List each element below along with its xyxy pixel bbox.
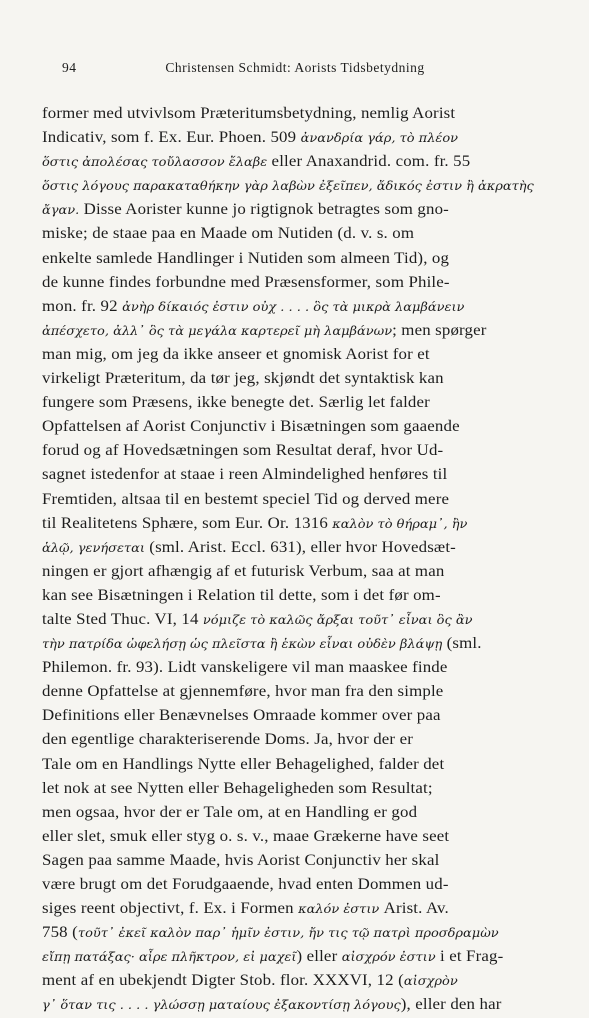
text-line [42,608,548,632]
greek-quotation: αἰσχρὸν [403,974,458,989]
text-line [42,584,548,608]
text-segment: eller slet, smuk eller styg o. s. v., maae Grækerne have seet [42,827,450,845]
text-segment: sagnet istedenfor at staae i reen Almindelighed henføres til [42,466,448,484]
greek-quotation: ἀνανδρία γάρ, τὸ πλέον [300,131,459,146]
text-segment: Arist. Av. [379,900,449,918]
text-segment: denne Opfattelse at gjennemføre, hvor man fra den simple [42,683,444,701]
text-line [42,271,548,295]
text-line [42,945,548,969]
text-line [42,969,548,993]
text-segment: til Realitetens Sphære, som Eur. Or. 1316 [42,514,333,532]
text-line [42,126,548,150]
text-segment: ment af en ubekjendt Digter Stob. flor. XXXVI, 12 ( [42,972,404,990]
page-number: 94 [62,60,77,75]
text-segment: Philemon. fr. 93). Lidt vanskeligere vil man maaskee finde [42,659,448,677]
text-segment: ) eller [296,948,342,966]
body-text [42,102,548,1018]
text-line [42,198,548,222]
text-line [42,247,548,271]
text-segment: Opfattelsen af Aorist Conjunctiv i Bisætningen som gaaende [42,418,460,436]
greek-quotation: εἴπῃ πατάξας· αἶρε πλῆκτρον, εἰ μαχεῖ [42,950,297,965]
greek-quotation: γ᾽ ὅταν τις . . . . γλώσσῃ ματαίους ἐξακοντίσῃ λόγους [42,998,401,1013]
text-line [42,488,548,512]
page-header [42,60,548,80]
text-segment: Definitions eller Benævnelses Omraade kommer over paa [42,707,441,725]
greek-quotation: τοῦτ᾽ ἐκεῖ καλὸν παρ᾽ ἡμῖν ἐστιν, ἤν τις τῷ πατρὶ προσδραμὼν [77,926,499,941]
text-segment: være brugt om det Forudgaaende, hvad enten Dommen ud- [42,876,449,893]
greek-quotation: τὴν πατρίδα ὠφελήσῃ ὡς πλεῖστα ἢ ἑκὼν εἶναι οὐδὲν βλάψῃ [42,637,443,652]
greek-quotation: ἀνὴρ δίκαιός ἐστιν οὐχ . . . . ὃς τὰ μικρὰ λαμβάνειν [122,299,465,314]
text-line [42,319,548,343]
text-line [42,150,548,174]
text-line [42,873,548,897]
greek-quotation: ὅστις ἀπολέσας τοὔλασσον ἔλαβε [42,155,268,170]
text-line [42,993,548,1017]
text-segment: Sagen paa samme Maade, hvis Aorist Conjunctiv her skal [42,851,440,869]
text-segment: ; men spørger [392,321,487,339]
text-segment: (sml. Arist. Eccl. 631), eller hvor Hovedsæt- [144,538,456,556]
greek-quotation: ἁλῷ, γενήσεται [42,540,145,555]
text-segment: man mig, om jeg da ikke anseer et gnomisk Aorist for et [42,345,430,363]
text-segment: Fremtiden, altsaa til en bestemt speciel Tid og derved mere [42,490,450,508]
text-segment: talte Sted Thuc. VI, 14 [42,610,203,628]
text-segment: den egentlige charakteriserende Doms. Ja, hvor der er [42,731,413,749]
text-segment: eller Anaxandrid. com. fr. 55 [267,153,471,171]
text-line [42,777,548,801]
text-segment: men ogsaa, hvor der er Tale om, at en Handling er god [42,803,418,821]
text-segment: (sml. [442,635,482,653]
text-line [42,512,548,536]
text-segment: 758 ( [42,924,78,942]
text-segment: i et Frag- [435,948,504,966]
text-line [42,391,548,415]
greek-quotation: ἀπέσχετο, ἀλλ᾽ ὃς τὰ μεγάλα καρτερεῖ μὴ λαμβάνων [42,323,393,338]
greek-quotation: αἰσχρόν ἐστιν [341,950,436,965]
text-line [42,463,548,487]
text-line [42,680,548,704]
text-line [42,704,548,728]
greek-quotation: ἄγαν. [42,203,80,218]
greek-quotation: ὅστις λόγους παρακαταθήκην γὰρ λαβὼν ἐξεῖπεν, ἄδικός ἐστιν ἢ ἀκρατὴς [42,179,534,194]
text-segment: fungere som Præsens, ikke benegte det. Særlig let falder [42,394,430,412]
text-line [42,656,548,680]
text-line [42,897,548,921]
running-title: Christensen Schmidt: Aorists Tidsbetydning [165,60,425,75]
text-segment: miske; de staae paa en Maade om Nutiden (d. v. s. om [42,225,415,243]
text-segment: siges reent objectivt, f. Ex. i Formen [42,900,299,918]
text-line [42,102,548,126]
text-segment: enkelte samlede Handlinger i Nutiden som almeen Tid), og [42,249,450,267]
text-line [42,825,548,849]
text-line [42,849,548,873]
text-line [42,415,548,439]
text-segment: forud og af Hovedsætningen som Resultat deraf, hvor Ud- [42,442,444,460]
text-line [42,222,548,246]
text-segment: Disse Aorister kunne jo rigtignok betragtes som gno- [79,201,449,219]
text-line [42,801,548,825]
text-line [42,921,548,945]
text-segment: ningen er gjort afhængig af et futurisk Verbum, saa at man [42,562,445,580]
text-segment: former med utvivlsom Præteritumsbetydning, nemlig Aorist [42,105,456,122]
text-segment: Tale om en Handlings Nytte eller Behagelighed, falder det [42,755,445,773]
text-line [42,728,548,752]
text-line [42,439,548,463]
text-line [42,632,548,656]
text-segment: de kunne findes forbundne med Præsensformer, som Phile- [42,273,450,291]
text-segment: kan see Bisætningen i Relation til dette, som i det før om- [42,586,441,604]
text-line [42,343,548,367]
text-segment: mon. fr. 92 [42,297,123,315]
text-line [42,753,548,777]
text-segment: ), eller den har [400,996,502,1014]
greek-quotation: νόμιζε τὸ καλῶς ἄρξαι τοῦτ᾽ εἶναι ὃς ἂν [202,612,473,627]
greek-quotation: καλόν ἐστιν [298,902,380,917]
text-line [42,174,548,198]
text-segment: virkeligt Præteritum, da tør jeg, skjøndt det syntaktisk kan [42,370,444,388]
text-line [42,560,548,584]
text-segment: let nok at see Nytten eller Behageligheden som Resultat; [42,779,433,797]
text-line [42,367,548,391]
text-line [42,295,548,319]
greek-quotation: καλὸν τὸ θήραμ᾽, ἢν [332,516,468,531]
text-segment: Indicativ, som f. Ex. Eur. Phoen. 509 [42,129,301,147]
text-line [42,536,548,560]
